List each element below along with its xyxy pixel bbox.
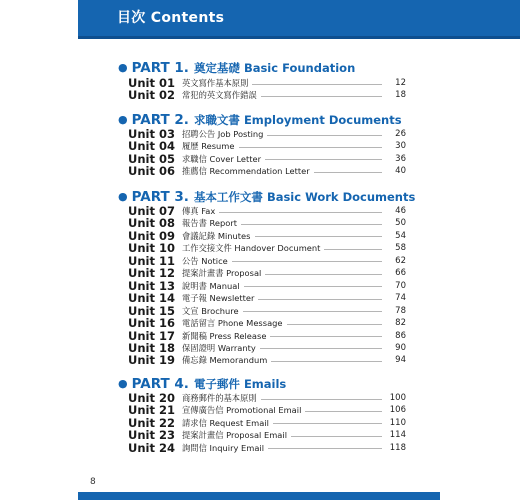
toc-entry [128,230,406,242]
unit-title: 會議記錄 Minutes [182,230,251,241]
leader-line [271,361,382,362]
leader-line [314,172,382,173]
unit-title: 保固證明 Warranty [182,342,256,353]
unit-title: 英文寫作基本原則 [182,78,249,88]
unit-page-number: 74 [395,293,406,304]
toc-entry [128,165,406,177]
toc-entry [128,417,406,429]
leader-line [219,212,382,213]
toc-entry [128,153,406,165]
unit-title: 提案計畫信 Proposal Email [182,430,287,441]
page-title: 目次 Contents [117,10,225,26]
unit-title: 傳真 Fax [182,206,216,216]
unit-page-number: 18 [395,90,406,101]
unit-number: Unit 02 [128,88,175,103]
unit-page-number: 94 [395,355,406,366]
toc-entry [128,330,406,342]
unit-number: Unit 21 [128,403,175,418]
toc-entry [128,429,406,441]
unit-title: 備忘錄 Memorandum [182,355,268,366]
unit-number: Unit 24 [128,440,175,455]
part-label: PART 1. [131,60,189,76]
unit-page-number: 110 [389,417,406,428]
toc-entry [128,392,406,404]
toc-entry [128,354,406,366]
unit-number: Unit 13 [128,278,175,293]
unit-number: Unit 11 [128,253,175,268]
unit-title: 求職信 Cover Letter [182,153,262,164]
part-heading [118,60,355,76]
toc-entry [128,342,406,354]
part-heading [118,376,286,392]
part-label: PART 2. [131,112,189,128]
unit-number: Unit 08 [128,216,175,231]
toc-entry [128,140,406,152]
part-label: PART 3. [131,189,189,205]
unit-page-number: 82 [395,318,406,329]
unit-page-number: 106 [389,405,406,416]
unit-title: 新聞稿 Press Release [182,330,267,341]
footer-bar [78,492,440,500]
unit-title: 履歷 Resume [182,141,235,152]
leader-line [261,399,382,400]
unit-number: Unit 05 [128,151,175,166]
part-title: 求職文書 Employment Documents [193,113,402,127]
unit-page-number: 50 [395,218,406,229]
unit-page-number: 12 [395,78,406,88]
unit-title: 公告 Notice [182,255,228,266]
leader-line [287,324,382,325]
unit-number: Unit 18 [128,340,175,355]
unit-page-number: 114 [389,430,406,441]
leader-line [239,147,383,148]
unit-number: Unit 06 [128,164,175,179]
toc-entry [128,317,406,329]
unit-page-number: 46 [395,206,406,216]
leader-line [241,224,382,225]
unit-number: Unit 16 [128,316,175,331]
leader-line [261,96,382,97]
bullet-icon: ● [118,190,128,203]
unit-number: Unit 19 [128,353,175,368]
toc-entry [128,292,406,304]
unit-number: Unit 07 [128,204,175,218]
unit-page-number: 36 [395,153,406,164]
unit-title: 詢問信 Inquiry Email [182,442,265,453]
unit-number: Unit 12 [128,266,175,281]
unit-title: 文宣 Brochure [182,305,239,316]
unit-title: 宣傳廣告信 Promotional Email [182,405,302,416]
part-label: PART 4. [131,376,189,392]
page-number: 8 [90,477,96,487]
unit-title: 報告書 Report [182,218,238,229]
unit-page-number: 86 [395,330,406,341]
toc-entry [128,404,406,416]
unit-title: 推薦信 Recommendation Letter [182,166,310,177]
unit-number: Unit 22 [128,415,175,430]
leader-line [252,84,382,85]
bullet-icon: ● [118,61,128,74]
leader-line [232,261,382,262]
unit-title: 商務郵件的基本原則 [182,393,257,403]
unit-number: Unit 03 [128,127,175,141]
leader-line [324,249,382,250]
unit-page-number: 100 [389,393,406,403]
leader-line [258,299,382,300]
toc-entry [128,442,406,454]
toc-entry [128,267,406,279]
leader-line [305,411,382,412]
unit-number: Unit 04 [128,139,175,154]
leader-line [243,311,382,312]
leader-line [265,159,382,160]
unit-page-number: 62 [395,255,406,266]
leader-line [265,274,382,275]
toc-entry [128,77,406,89]
bullet-icon: ● [118,377,128,390]
unit-number: Unit 10 [128,241,175,256]
unit-page-number: 26 [395,129,406,139]
toc-entry [128,255,406,267]
unit-title: 電話留言 Phone Message [182,318,283,329]
unit-page-number: 118 [389,442,406,453]
leader-line [244,286,382,287]
unit-number: Unit 09 [128,228,175,243]
leader-line [268,448,382,449]
unit-page-number: 90 [395,342,406,353]
unit-page-number: 40 [395,166,406,177]
unit-title: 電子報 Newsletter [182,293,255,304]
toc-entry [128,280,406,292]
unit-number: Unit 23 [128,428,175,443]
unit-title: 招聘公告 Job Posting [182,129,264,139]
toc-entry [128,128,406,140]
unit-number: Unit 01 [128,76,175,90]
toc-entry [128,305,406,317]
unit-page-number: 58 [395,243,406,254]
toc-entry [128,217,406,229]
part-heading [118,189,415,205]
unit-number: Unit 17 [128,328,175,343]
leader-line [260,348,382,349]
part-title: 電子郵件 Emails [193,377,287,391]
unit-title: 說明書 Manual [182,280,240,291]
unit-number: Unit 15 [128,303,175,318]
unit-title: 常犯的英文寫作錯誤 [182,90,257,101]
leader-line [267,135,382,136]
toc-entry [128,205,406,217]
part-heading [118,112,402,128]
unit-title: 工作交接文件 Handover Document [182,243,321,254]
leader-line [270,336,382,337]
bullet-icon: ● [118,113,128,126]
unit-number: Unit 20 [128,391,175,405]
unit-page-number: 30 [395,141,406,152]
leader-line [255,236,383,237]
leader-line [291,436,382,437]
unit-page-number: 70 [395,280,406,291]
toc-entry [128,242,406,254]
toc-entry [128,89,406,101]
unit-title: 提案計畫書 Proposal [182,268,262,279]
leader-line [273,423,382,424]
part-title: 基本工作文書 Basic Work Documents [193,190,416,204]
unit-page-number: 78 [395,305,406,316]
unit-title: 請求信 Request Email [182,417,269,428]
unit-page-number: 66 [395,268,406,279]
unit-number: Unit 14 [128,291,175,306]
unit-page-number: 54 [395,230,406,241]
part-title: 奠定基礎 Basic Foundation [193,61,356,75]
